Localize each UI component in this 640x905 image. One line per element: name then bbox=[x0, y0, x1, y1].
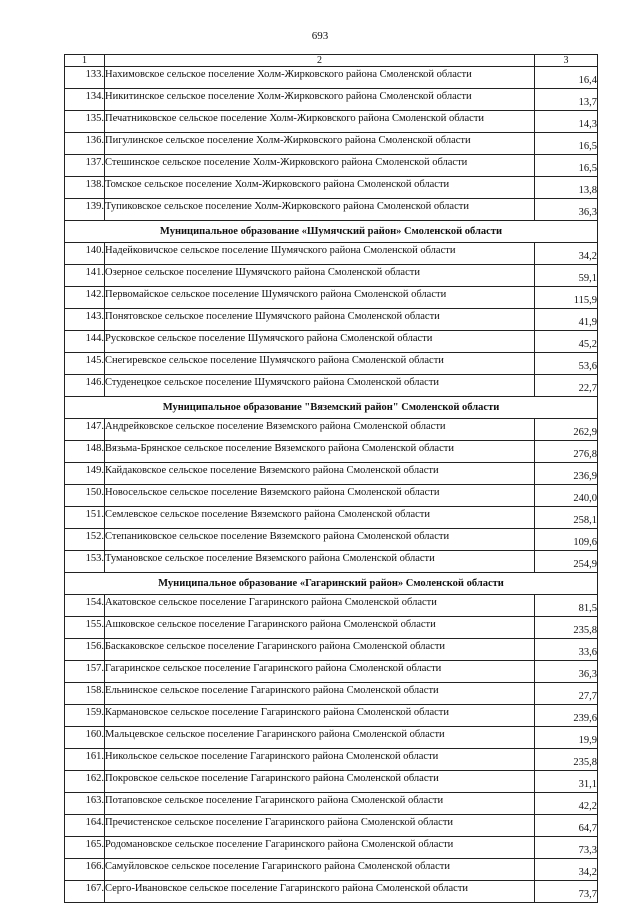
row-value: 59,1 bbox=[535, 265, 598, 287]
row-number: 145. bbox=[65, 353, 105, 375]
table-row bbox=[65, 375, 598, 397]
row-value: 31,1 bbox=[535, 771, 598, 793]
settlement-name: Потаповское сельское поселение Гагаринского района Смоленской области bbox=[105, 793, 535, 815]
settlement-name: Степаниковское сельское поселение Вяземского района Смоленской области bbox=[105, 529, 535, 551]
table-row bbox=[65, 727, 598, 749]
table-row bbox=[65, 155, 598, 177]
settlement-name: Родомановское сельское поселение Гагаринского района Смоленской области bbox=[105, 837, 535, 859]
row-value: 13,7 bbox=[535, 89, 598, 111]
table-row bbox=[65, 815, 598, 837]
table-row bbox=[65, 353, 598, 375]
row-number: 141. bbox=[65, 265, 105, 287]
row-number: 136. bbox=[65, 133, 105, 155]
settlement-name: Вязьма-Брянское сельское поселение Вяземского района Смоленской области bbox=[105, 441, 535, 463]
table-row bbox=[65, 441, 598, 463]
row-value: 13,8 bbox=[535, 177, 598, 199]
settlement-name: Тумановское сельское поселение Вяземского района Смоленской области bbox=[105, 551, 535, 573]
table-row bbox=[65, 309, 598, 331]
table-header-row bbox=[65, 55, 598, 67]
table-row bbox=[65, 529, 598, 551]
table-row bbox=[65, 881, 598, 903]
row-value: 16,5 bbox=[535, 133, 598, 155]
table-row bbox=[65, 507, 598, 529]
table-row bbox=[65, 639, 598, 661]
section-heading: Муниципальное образование «Гагаринский район» Смоленской области bbox=[65, 573, 598, 595]
row-value: 240,0 bbox=[535, 485, 598, 507]
row-value: 53,6 bbox=[535, 353, 598, 375]
row-number: 134. bbox=[65, 89, 105, 111]
row-number: 149. bbox=[65, 463, 105, 485]
settlement-name: Томское сельское поселение Холм-Жирковского района Смоленской области bbox=[105, 177, 535, 199]
row-number: 156. bbox=[65, 639, 105, 661]
row-number: 140. bbox=[65, 243, 105, 265]
row-number: 163. bbox=[65, 793, 105, 815]
table-row bbox=[65, 177, 598, 199]
row-number: 159. bbox=[65, 705, 105, 727]
row-number: 154. bbox=[65, 595, 105, 617]
table-row bbox=[65, 661, 598, 683]
section-heading-row bbox=[65, 397, 598, 419]
settlements-table bbox=[64, 54, 598, 903]
table-row bbox=[65, 617, 598, 639]
row-value: 254,9 bbox=[535, 551, 598, 573]
settlement-name: Семлевское сельское поселение Вяземского района Смоленской области bbox=[105, 507, 535, 529]
table-row bbox=[65, 133, 598, 155]
settlement-name: Покровское сельское поселение Гагаринского района Смоленской области bbox=[105, 771, 535, 793]
table-row bbox=[65, 837, 598, 859]
settlement-name: Понятовское сельское поселение Шумячского района Смоленской области bbox=[105, 309, 535, 331]
settlement-name: Мальцевское сельское поселение Гагаринского района Смоленской области bbox=[105, 727, 535, 749]
settlement-name: Гагаринское сельское поселение Гагаринского района Смоленской области bbox=[105, 661, 535, 683]
settlement-name: Пречистенское сельское поселение Гагаринского района Смоленской области bbox=[105, 815, 535, 837]
row-value: 16,4 bbox=[535, 67, 598, 89]
settlement-name: Первомайское сельское поселение Шумячского района Смоленской области bbox=[105, 287, 535, 309]
row-number: 155. bbox=[65, 617, 105, 639]
settlement-name: Никольское сельское поселение Гагаринского района Смоленской области bbox=[105, 749, 535, 771]
settlement-name: Кармановское сельское поселение Гагаринского района Смоленской области bbox=[105, 705, 535, 727]
row-number: 151. bbox=[65, 507, 105, 529]
row-value: 64,7 bbox=[535, 815, 598, 837]
row-number: 144. bbox=[65, 331, 105, 353]
table-row bbox=[65, 551, 598, 573]
row-value: 109,6 bbox=[535, 529, 598, 551]
row-value: 36,3 bbox=[535, 661, 598, 683]
settlement-name: Студенецкое сельское поселение Шумячского района Смоленской области bbox=[105, 375, 535, 397]
settlement-name: Кайдаковское сельское поселение Вяземского района Смоленской области bbox=[105, 463, 535, 485]
column-header-number: 1 bbox=[65, 55, 105, 67]
table-row bbox=[65, 683, 598, 705]
section-heading: Муниципальное образование "Вяземский район" Смоленской области bbox=[65, 397, 598, 419]
settlement-name: Никитинское сельское поселение Холм-Жирковского района Смоленской области bbox=[105, 89, 535, 111]
table-row bbox=[65, 595, 598, 617]
table-row bbox=[65, 199, 598, 221]
table-row bbox=[65, 67, 598, 89]
row-number: 162. bbox=[65, 771, 105, 793]
row-number: 153. bbox=[65, 551, 105, 573]
row-value: 22,7 bbox=[535, 375, 598, 397]
row-number: 167. bbox=[65, 881, 105, 903]
settlement-name: Нахимовское сельское поселение Холм-Жирковского района Смоленской области bbox=[105, 67, 535, 89]
row-number: 143. bbox=[65, 309, 105, 331]
settlement-name: Русковское сельское поселение Шумячского района Смоленской области bbox=[105, 331, 535, 353]
row-value: 276,8 bbox=[535, 441, 598, 463]
row-number: 142. bbox=[65, 287, 105, 309]
row-number: 135. bbox=[65, 111, 105, 133]
settlement-name: Печатниковское сельское поселение Холм-Жирковского района Смоленской области bbox=[105, 111, 535, 133]
section-heading: Муниципальное образование «Шумячский район» Смоленской области bbox=[65, 221, 598, 243]
row-number: 152. bbox=[65, 529, 105, 551]
row-value: 34,2 bbox=[535, 859, 598, 881]
table-row bbox=[65, 419, 598, 441]
column-header-value: 3 bbox=[535, 55, 598, 67]
table-row bbox=[65, 749, 598, 771]
row-number: 138. bbox=[65, 177, 105, 199]
settlement-name: Озерное сельское поселение Шумячского района Смоленской области bbox=[105, 265, 535, 287]
settlement-name: Снегиревское сельское поселение Шумячского района Смоленской области bbox=[105, 353, 535, 375]
settlement-name: Самуйловское сельское поселение Гагаринского района Смоленской области bbox=[105, 859, 535, 881]
row-number: 157. bbox=[65, 661, 105, 683]
row-value: 19,9 bbox=[535, 727, 598, 749]
row-value: 115,9 bbox=[535, 287, 598, 309]
settlement-name: Ашковское сельское поселение Гагаринского района Смоленской области bbox=[105, 617, 535, 639]
row-value: 258,1 bbox=[535, 507, 598, 529]
table-row bbox=[65, 243, 598, 265]
row-number: 158. bbox=[65, 683, 105, 705]
page-number: 693 bbox=[311, 30, 329, 42]
table-row bbox=[65, 705, 598, 727]
row-number: 147. bbox=[65, 419, 105, 441]
settlement-name: Акатовское сельское поселение Гагаринского района Смоленской области bbox=[105, 595, 535, 617]
row-value: 262,9 bbox=[535, 419, 598, 441]
row-value: 239,6 bbox=[535, 705, 598, 727]
row-value: 33,6 bbox=[535, 639, 598, 661]
table-body bbox=[65, 55, 598, 903]
table-row bbox=[65, 331, 598, 353]
table-row bbox=[65, 771, 598, 793]
row-value: 73,7 bbox=[535, 881, 598, 903]
row-value: 235,8 bbox=[535, 617, 598, 639]
row-number: 133. bbox=[65, 67, 105, 89]
table-row bbox=[65, 793, 598, 815]
section-heading-row bbox=[65, 221, 598, 243]
table-row bbox=[65, 89, 598, 111]
row-number: 160. bbox=[65, 727, 105, 749]
row-number: 166. bbox=[65, 859, 105, 881]
table-row bbox=[65, 485, 598, 507]
settlement-name: Серго-Ивановское сельское поселение Гагаринского района Смоленской области bbox=[105, 881, 535, 903]
row-value: 34,2 bbox=[535, 243, 598, 265]
settlement-name: Стешинское сельское поселение Холм-Жирковского района Смоленской области bbox=[105, 155, 535, 177]
row-number: 165. bbox=[65, 837, 105, 859]
row-number: 146. bbox=[65, 375, 105, 397]
column-header-name: 2 bbox=[105, 55, 535, 67]
row-value: 81,5 bbox=[535, 595, 598, 617]
settlement-name: Ельнинское сельское поселение Гагаринского района Смоленской области bbox=[105, 683, 535, 705]
settlement-name: Баскаковское сельское поселение Гагаринского района Смоленской области bbox=[105, 639, 535, 661]
settlement-name: Андрейковское сельское поселение Вяземского района Смоленской области bbox=[105, 419, 535, 441]
table-row bbox=[65, 287, 598, 309]
row-number: 148. bbox=[65, 441, 105, 463]
settlement-name: Тупиковское сельское поселение Холм-Жирковского района Смоленской области bbox=[105, 199, 535, 221]
row-value: 235,8 bbox=[535, 749, 598, 771]
row-number: 139. bbox=[65, 199, 105, 221]
row-number: 150. bbox=[65, 485, 105, 507]
row-value: 27,7 bbox=[535, 683, 598, 705]
row-value: 16,5 bbox=[535, 155, 598, 177]
row-value: 14,3 bbox=[535, 111, 598, 133]
row-number: 137. bbox=[65, 155, 105, 177]
row-value: 45,2 bbox=[535, 331, 598, 353]
row-value: 236,9 bbox=[535, 463, 598, 485]
row-value: 41,9 bbox=[535, 309, 598, 331]
table-row bbox=[65, 463, 598, 485]
row-value: 36,3 bbox=[535, 199, 598, 221]
settlement-name: Новосельское сельское поселение Вяземского района Смоленской области bbox=[105, 485, 535, 507]
row-number: 164. bbox=[65, 815, 105, 837]
table-row bbox=[65, 265, 598, 287]
section-heading-row bbox=[65, 573, 598, 595]
row-value: 42,2 bbox=[535, 793, 598, 815]
table-row bbox=[65, 859, 598, 881]
row-value: 73,3 bbox=[535, 837, 598, 859]
settlement-name: Пигулинское сельское поселение Холм-Жирковского района Смоленской области bbox=[105, 133, 535, 155]
table-row bbox=[65, 111, 598, 133]
settlement-name: Надейковичское сельское поселение Шумячского района Смоленской области bbox=[105, 243, 535, 265]
row-number: 161. bbox=[65, 749, 105, 771]
